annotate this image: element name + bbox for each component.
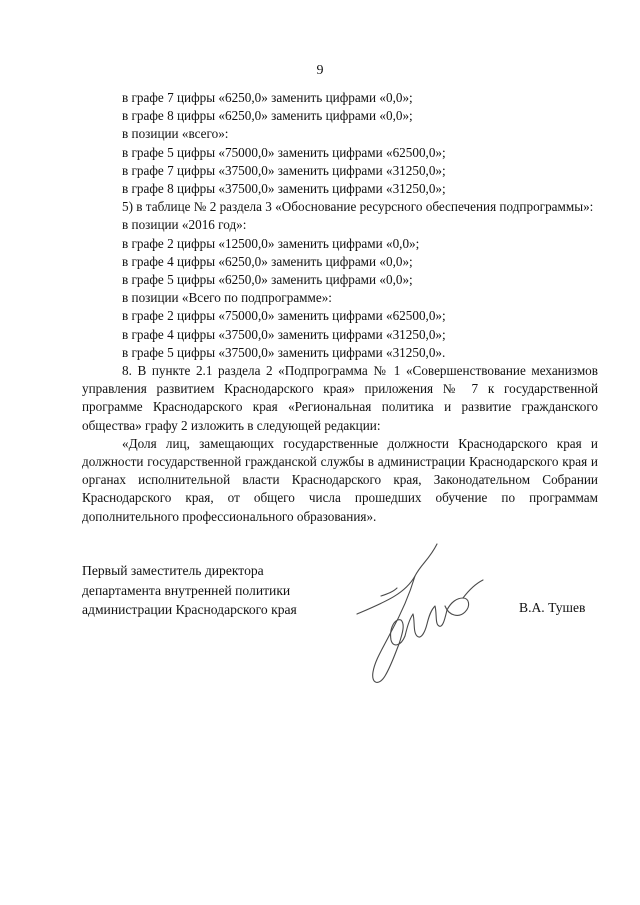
signatory-title-line: департамента внутренней политики [82, 582, 291, 598]
handwritten-signature [345, 536, 490, 701]
paragraph-item-8: 8. В пункте 2.1 раздела 2 «Подпрограмма № 1 «Совершенствование механизмов управления развитием Краснодарского края» приложения № 7 к государственной программе Краснодарского края «Региональная политика и развитие гражданского общества» графу 2 изложить в следующей редакции: [82, 363, 598, 433]
paragraph-item-5: 5) в таблице № 2 раздела 3 «Обоснование ресурсного обеспечения подпрограммы»: [122, 199, 594, 215]
quoted-paragraph: «Доля лиц, замещающих государственные должности Краснодарского края и должности государственной гражданской службы в администрации Краснодарского края и органах исполнительной власти Краснодарского края, Законодательном Собрании Краснодарского края, от общего числа прошедших обучение по программам дополнительного профессионального образования». [82, 435, 598, 524]
list-item: в графе 4 цифры «37500,0» заменить цифрами «31250,0»; [122, 326, 446, 342]
signatory-title [82, 561, 297, 620]
list-item: в графе 2 цифры «75000,0» заменить цифрами «62500,0»; [122, 308, 446, 324]
list-item: в графе 5 цифры «75000,0» заменить цифрами «62500,0»; [122, 144, 446, 160]
list-item: в графе 2 цифры «12500,0» заменить цифрами «0,0»; [122, 235, 420, 251]
signatory-name: В.А. Тушев [519, 600, 586, 615]
list-item: в графе 7 цифры «37500,0» заменить цифрами «31250,0»; [122, 162, 446, 178]
list-item: в позиции «всего»: [122, 126, 229, 142]
list-item: в позиции «Всего по подпрограмме»: [122, 290, 332, 306]
list-item: в графе 7 цифры «6250,0» заменить цифрами «0,0»; [122, 90, 413, 105]
list-item: в графе 8 цифры «37500,0» заменить цифрами «31250,0»; [122, 181, 446, 197]
page-number: 9 [316, 63, 324, 78]
signatory-title-line: администрации Краснодарского края [82, 602, 297, 617]
document-body [82, 89, 598, 526]
list-item: в графе 5 цифры «6250,0» заменить цифрами «0,0»; [122, 272, 413, 288]
list-item: в графе 8 цифры «6250,0» заменить цифрами «0,0»; [122, 108, 413, 124]
list-item: в графе 4 цифры «6250,0» заменить цифрами «0,0»; [122, 253, 413, 269]
list-item: в графе 5 цифры «37500,0» заменить цифрами «31250,0». [122, 344, 446, 360]
signatory-title-line: Первый заместитель директора [82, 563, 264, 578]
list-item: в позиции «2016 год»: [122, 217, 247, 233]
